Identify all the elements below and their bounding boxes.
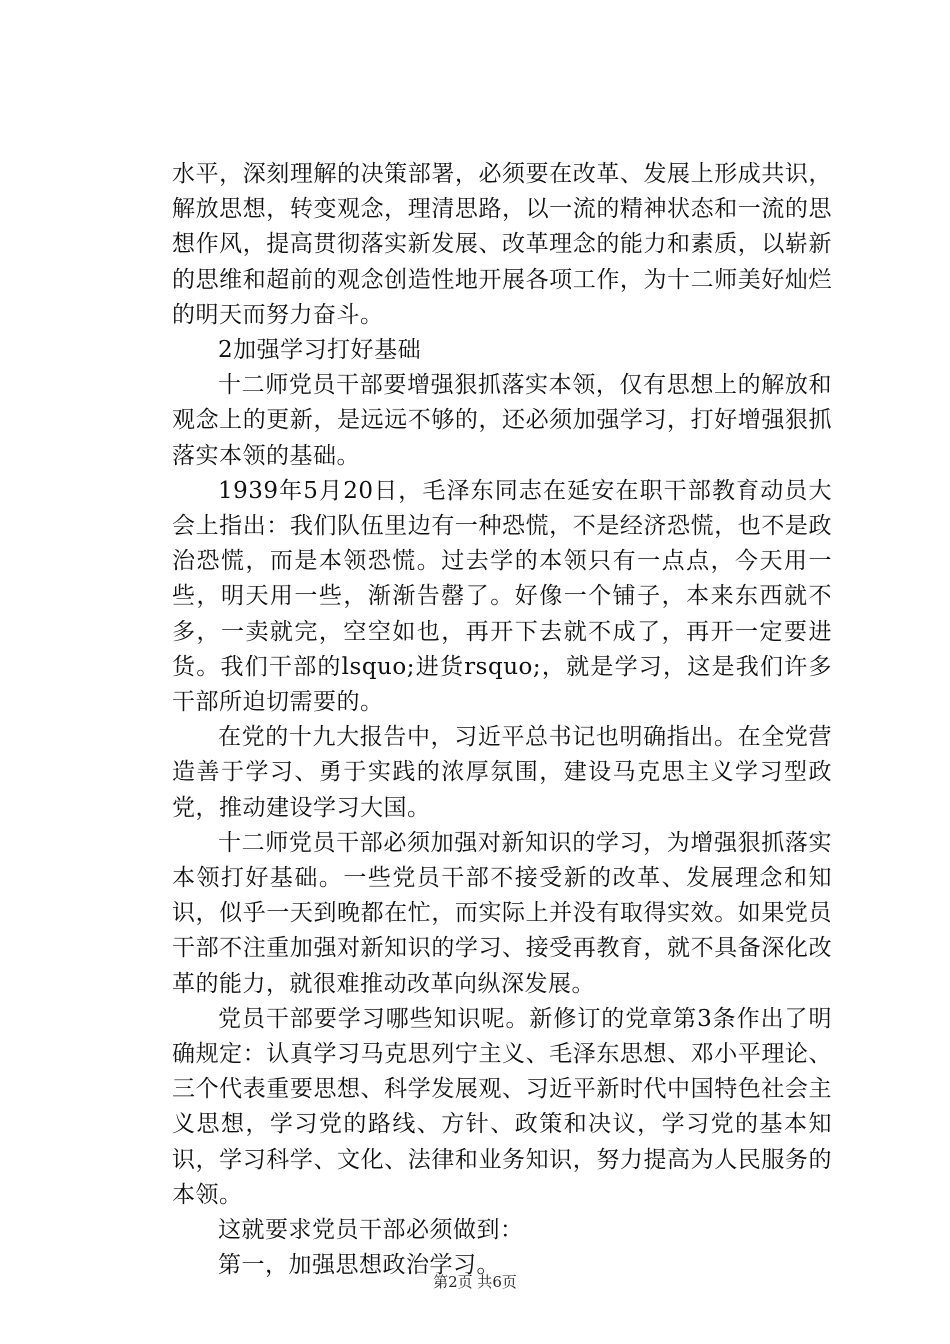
page-footer: 第2页 共6页 bbox=[433, 1273, 517, 1291]
paragraph-1: 水平，深刻理解的决策部署，必须要在改革、发展上形成共识，解放思想，转变观念，理清思路，以一流的精神状态和一流的思想作风，提高贯彻落实新发展、改革理念的能力和素质，以崭新的思维和超前的观念创造性地开展各项工作，为十二师美好灿烂的明天而努力奋斗。 bbox=[172, 161, 832, 328]
paragraph-3: 十二师党员干部要增强狠抓落实本领，仅有思想上的解放和观念上的更新，是远远不够的，还必须加强学习，打好增强狠抓落实本领的基础。 bbox=[172, 372, 832, 469]
paragraph-8: 这就要求党员干部必须做到： bbox=[218, 1217, 524, 1244]
paragraph-5: 在党的十九大报告中，习近平总书记也明确指出。在全党营造善于学习、勇于实践的浓厚氛围，建设马克思主义学习型政党，推动建设学习大国。 bbox=[172, 724, 832, 821]
section-heading: 2加强学习打好基础 bbox=[218, 337, 422, 364]
paragraph-4: 1939年5月20日，毛泽东同志在延安在职干部教育动员大会上指出：我们队伍里边有一种恐慌，不是经济恐慌，也不是政治恐慌，而是本领恐慌。过去学的本领只有一点点，今天用一些，明天用一些，渐渐告罄了。好像一个铺子，本来东西就不多，一卖就完，空空如也，再开下去就不成了，再开一定要进货。我们干部的lsquo;进货rsquo;，就是学习，这是我们许多干部所迫切需要的。 bbox=[172, 477, 832, 716]
document-body bbox=[172, 157, 832, 1284]
paragraph-9: 第一，加强思想政治学习。 bbox=[218, 1252, 500, 1279]
paragraph-7: 党员干部要学习哪些知识呢。新修订的党章第3条作出了明确规定：认真学习马克思列宁主义、毛泽东思想、邓小平理论、三个代表重要思想、科学发展观、习近平新时代中国特色社会主义思想，学习党的路线、方针、政策和决议，学习党的基本知识，学习科学、文化、法律和业务知识，努力提高为人民服务的本领。 bbox=[172, 1005, 832, 1208]
paragraph-6: 十二师党员干部必须加强对新知识的学习，为增强狠抓落实本领打好基础。一些党员干部不接受新的改革、发展理念和知识，似乎一天到晚都在忙，而实际上并没有取得实效。如果党员干部不注重加强对新知识的学习、接受再教育，就不具备深化改革的能力，就很难推动改革向纵深发展。 bbox=[172, 829, 832, 997]
